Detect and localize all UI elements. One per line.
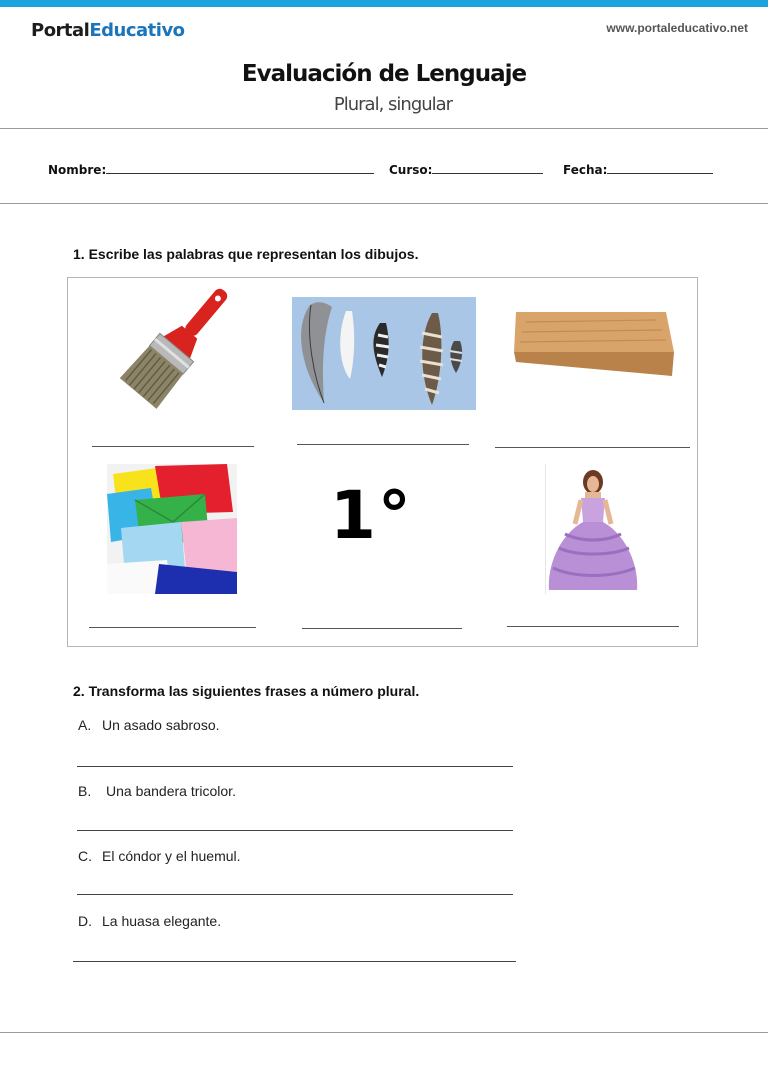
answer-line-2 [297, 444, 469, 445]
wooden-board-icon [506, 302, 680, 382]
question-2-title: 2. Transforma las siguientes frases a número plural. [73, 683, 420, 699]
write-line-a [77, 766, 513, 767]
date-blank [607, 162, 713, 174]
logo-part-educativo: Educativo [89, 20, 185, 41]
quinceanera-dress-icon [545, 464, 641, 594]
name-field [48, 162, 374, 177]
logo-part-portal: Portal [31, 20, 90, 41]
item-b-letter: B. [78, 783, 92, 799]
item-b [78, 783, 236, 799]
item-c-letter: C. [78, 848, 92, 864]
question-1-title: 1. Escribe las palabras que representan los dibujos. [73, 246, 419, 262]
page-title: Evaluación de Lenguaje [241, 61, 527, 87]
top-accent-bar [0, 0, 768, 7]
feathers-icon [292, 297, 476, 410]
answer-line-6 [507, 626, 679, 627]
fields-divider [0, 203, 768, 204]
answer-line-3 [495, 447, 690, 448]
answer-line-5 [302, 628, 462, 629]
course-label: Curso: [389, 163, 433, 177]
item-d [78, 913, 221, 929]
course-blank [432, 162, 543, 174]
write-line-d [73, 961, 516, 962]
date-field [563, 162, 713, 177]
date-label: Fecha: [563, 163, 608, 177]
page-subtitle: Plural, singular [333, 94, 453, 115]
header-divider [0, 128, 768, 129]
item-a [78, 717, 220, 733]
name-label: Nombre: [48, 163, 107, 177]
course-field [389, 162, 543, 177]
answer-line-4 [89, 627, 256, 628]
site-url[interactable]: www.portaleducativo.net [606, 21, 748, 35]
pictures-box [67, 277, 698, 647]
item-b-text: Una bandera tricolor. [106, 783, 236, 799]
item-d-letter: D. [78, 913, 92, 929]
write-line-c [77, 894, 513, 895]
item-c-text: El cóndor y el huemul. [102, 848, 241, 864]
item-c [78, 848, 241, 864]
footer-divider [0, 1032, 768, 1033]
write-line-b [77, 830, 513, 831]
portal-educativo-logo[interactable] [31, 20, 185, 41]
name-blank [106, 162, 374, 174]
item-d-text: La huasa elegante. [102, 913, 222, 929]
item-a-letter: A. [78, 717, 92, 733]
item-a-text: Un asado sabroso. [102, 717, 220, 733]
first-ordinal-icon: 1° [330, 477, 413, 554]
paintbrush-icon [108, 280, 248, 412]
envelopes-icon [107, 464, 237, 594]
answer-line-1 [92, 446, 254, 447]
